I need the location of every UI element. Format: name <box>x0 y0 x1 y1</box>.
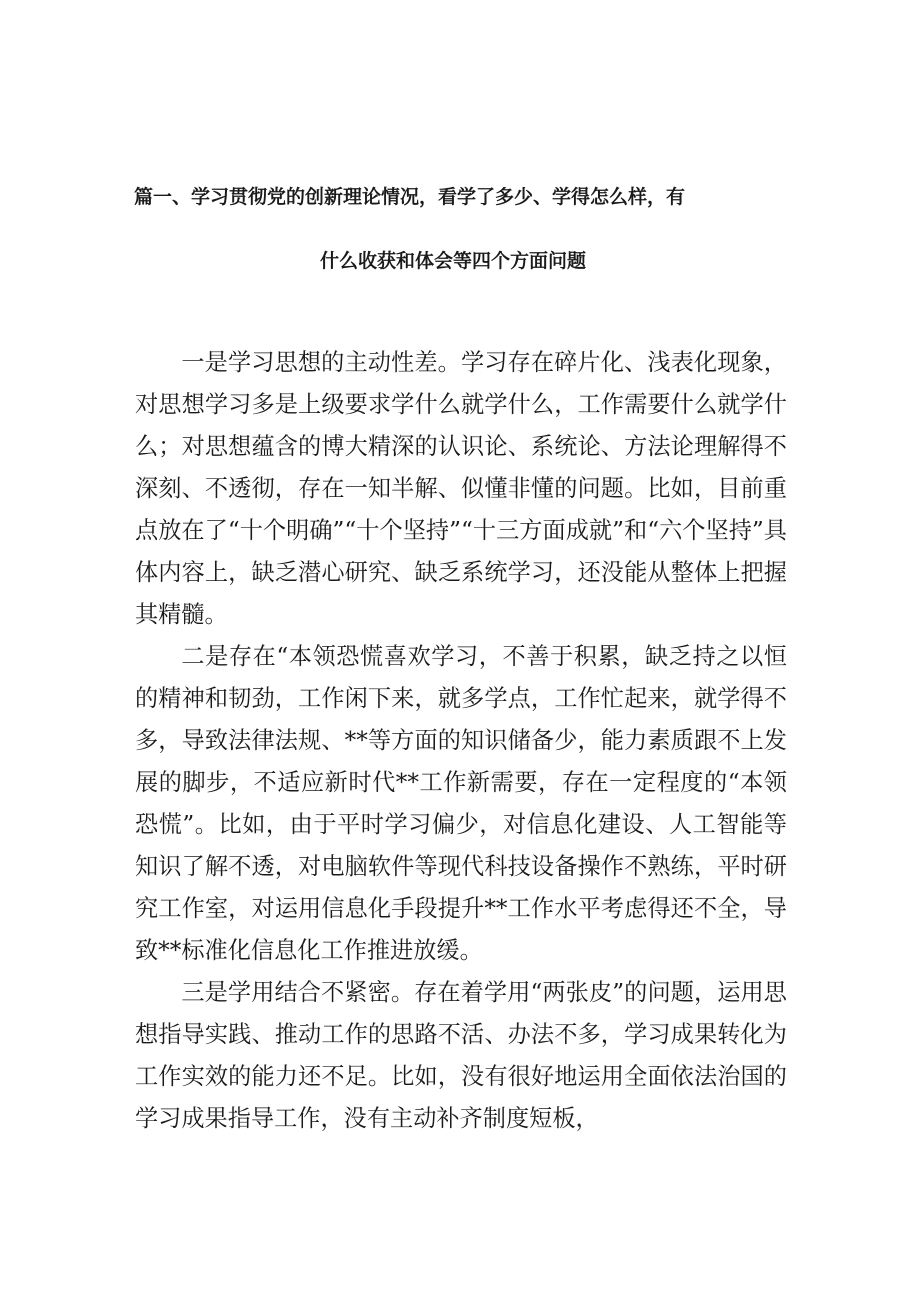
paragraph-3: 三是学用结合不紧密。存在着学用“两张皮”的问题，运用思想指导实践、推动工作的思路不活、办法不多，学习成果转化为工作实效的能力还不足。比如，没有很好地运用全面依法治国的学习成果指导工作，没有主动补齐制度短板， <box>135 979 787 1132</box>
paragraph-2: 二是存在“本领恐慌喜欢学习，不善于积累，缺乏持之以恒的精神和韧劲，工作闲下来，就多学点，工作忙起来，就学得不多，导致法律法规、**等方面的知识储备少，能力素质跟不上发展的脚步，不适应新时代**工作新需要，存在一定程度的“本领恐慌”。比如，由于平时学习偏少，对信息化建设、人工智能等知识了解不透，对电脑软件等现代科技设备操作不熟练，平时研究工作室，对运用信息化手段提升**工作水平考虑得还不全，导致**标准化信息化工作推进放缓。 <box>135 643 787 964</box>
title-line-2: 什么收获和体会等四个方面问题 <box>320 250 587 272</box>
paragraph-1: 一是学习思想的主动性差。学习存在碎片化、浅表化现象，对思想学习多是上级要求学什么就学什么，工作需要什么就学什么；对思想蕴含的博大精深的认识论、系统论、方法论理解得不深刻、不透彻，存在一知半解、似懂非懂的问题。比如，目前重点放在了“十个明确”“十个坚持”“十三方面成就”和“六个坚持”具体内容上，缺乏潜心研究、缺乏系统学习，还没能从整体上把握其精髓。 <box>135 349 787 628</box>
title-line-1: 篇一、学习贯彻党的创新理论情况，看学了多少、学得怎么样，有 <box>134 186 686 208</box>
document-body <box>135 342 787 1140</box>
